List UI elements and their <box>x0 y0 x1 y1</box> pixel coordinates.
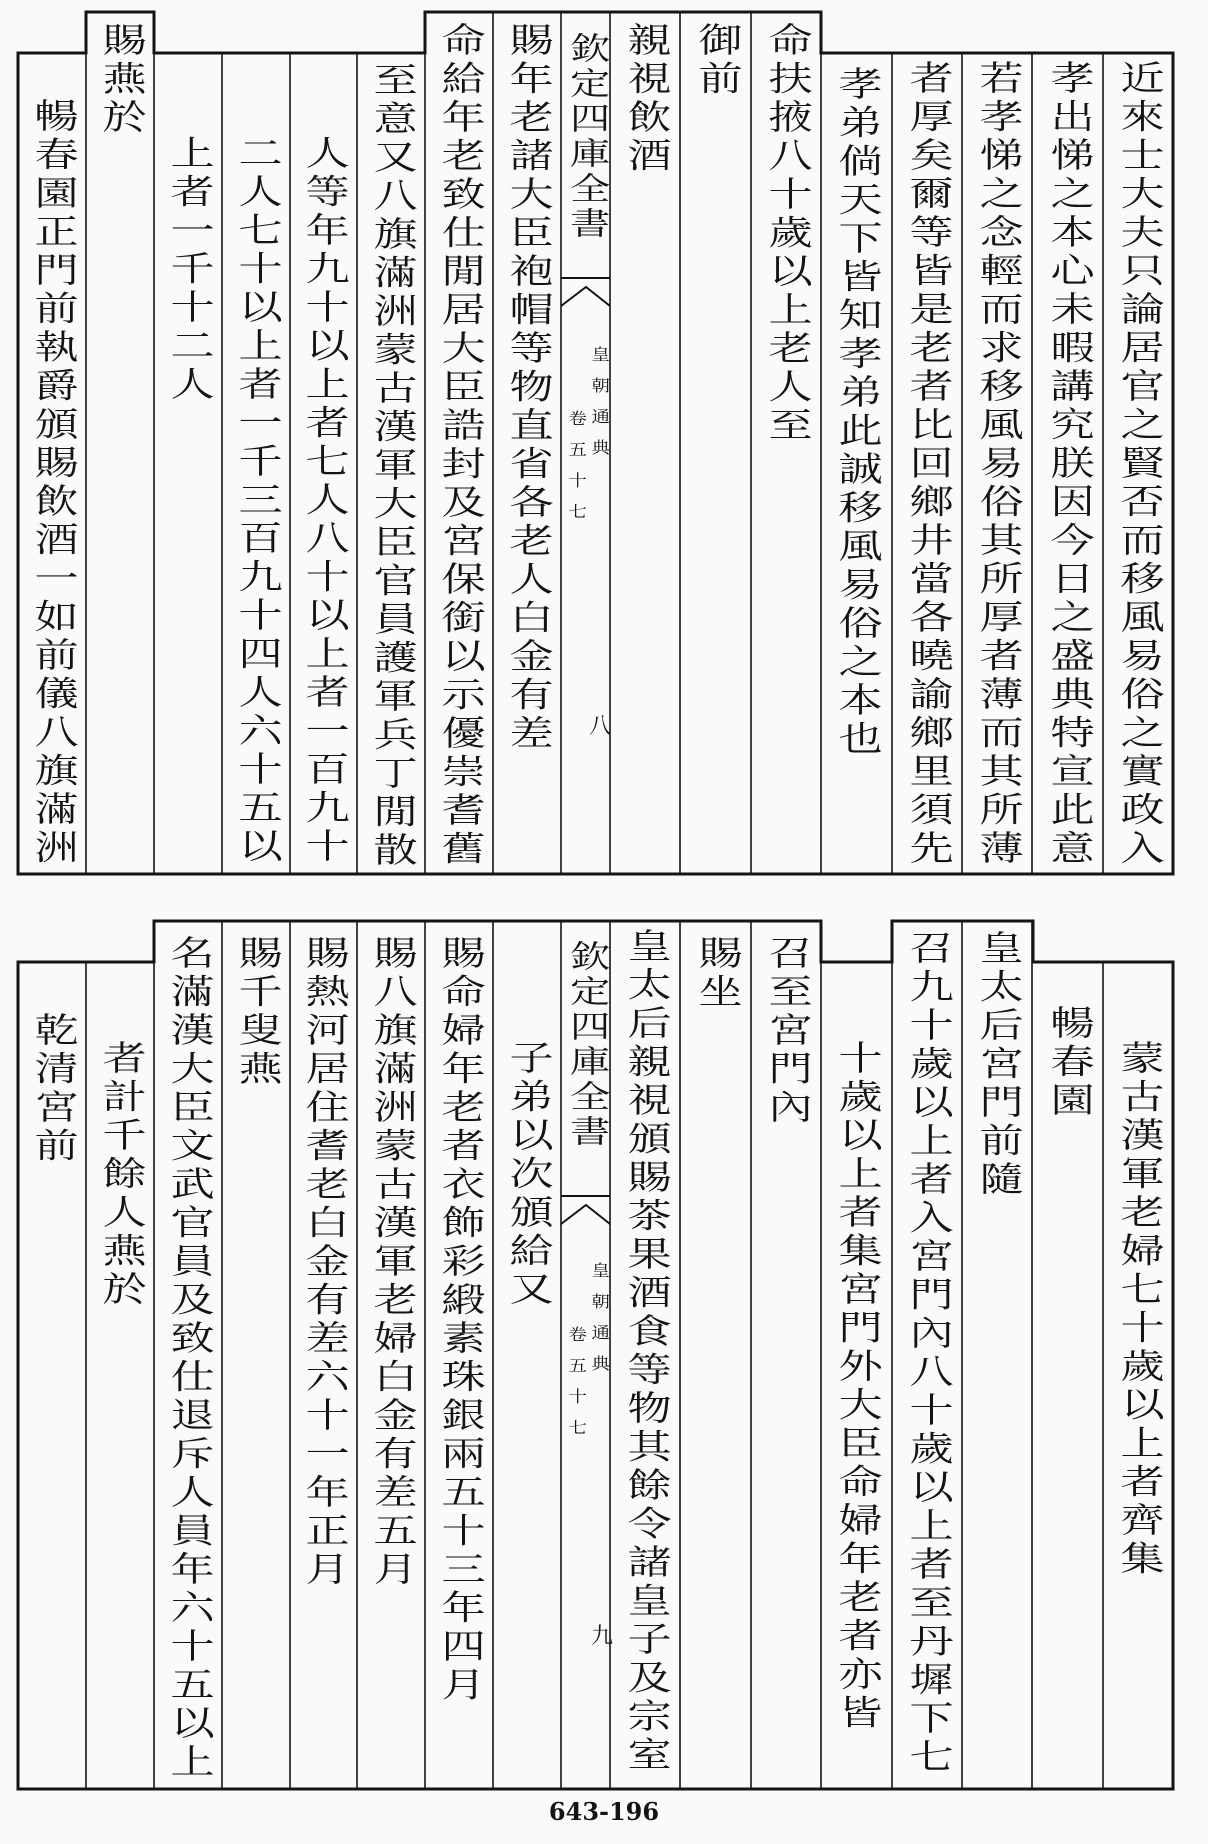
text-column: 賜燕於 <box>94 22 146 138</box>
text-column: 孝出悌之本心未暇講究朕因今日之盛典特宣此意 <box>1042 60 1094 869</box>
leaf-number: 八 <box>588 714 612 739</box>
text-column: 名滿漢大臣文武官員及致仕退斥人員年六十五以上 <box>162 935 214 1782</box>
text-column: 者計千餘人燕於 <box>94 1040 146 1310</box>
text-column: 者厚矣爾等皆是老者比回鄉井當各曉諭鄉里須先 <box>901 60 953 869</box>
text-column: 近來士大夫只論居官之賢否而移風易俗之實政入 <box>1112 60 1164 869</box>
text-column: 賜八旗滿洲蒙古漢軍老婦白金有差五月 <box>365 935 417 1590</box>
text-column: 孝弟倘天下皆知孝弟此誠移風易俗之本也 <box>830 66 882 759</box>
text-column: 召至宮門內 <box>760 935 812 1128</box>
leaf-number: 九 <box>590 1624 614 1649</box>
fish-tail-marker <box>561 1196 610 1224</box>
book-title: 欽定四庫全書 <box>562 32 610 242</box>
text-column: 至意又八旗滿洲蒙古漢軍大臣官員護軍兵丁閒散 <box>365 62 417 871</box>
text-column: 二人七十以上者一千三百九十四人六十五以 <box>230 135 282 867</box>
volume-label: 卷五十七 <box>565 410 588 534</box>
section-title: 皇朝通典 <box>588 1262 611 1386</box>
text-column: 蒙古漢軍老婦七十歲以上者齊集 <box>1112 1040 1164 1579</box>
text-column: 御前 <box>690 22 742 99</box>
text-column: 十歲以上者集宮門外大臣命婦年老者亦皆 <box>830 1040 882 1733</box>
text-column: 賜坐 <box>690 935 742 1012</box>
text-column: 皇太后親視頒賜茶果酒食等物其餘令諸皇子及宗室 <box>619 928 671 1775</box>
fish-tail-marker <box>561 278 610 306</box>
text-column: 親視飲酒 <box>619 22 671 176</box>
text-column: 召九十歲以上者入宮門內八十歲以上者至丹墀下七 <box>901 930 953 1777</box>
book-title: 欽定四庫全書 <box>562 940 610 1150</box>
text-column: 乾清宮前 <box>26 1012 79 1166</box>
text-column: 賜熱河居住耆老白金有差六十一年正月 <box>297 935 349 1590</box>
text-column: 暢春園 <box>1042 1005 1094 1121</box>
text-column: 上者一千十二人 <box>162 135 214 405</box>
page-reference: 643-196 <box>548 1797 660 1826</box>
text-column: 命給年老致仕閒居大臣誥封及宮保銜以示優崇耆舊 <box>433 22 485 869</box>
text-column: 皇太后宮門前隨 <box>971 930 1023 1200</box>
text-column: 人等年九十以上者七人八十以上者一百九十 <box>297 135 349 867</box>
text-column: 賜年老諸大臣袍帽等物直省各老人白金有差 <box>501 22 553 754</box>
text-column: 賜命婦年老者衣飾彩緞素珠銀兩五十三年四月 <box>433 935 485 1705</box>
text-column: 子弟以次頒給又 <box>501 1040 553 1310</box>
text-column: 若孝悌之念輕而求移風易俗其所厚者薄而其所薄 <box>971 60 1023 869</box>
section-title: 皇朝通典 <box>588 346 611 470</box>
text-column: 暢春園正門前執爵頒賜飲酒一如前儀八旗滿洲 <box>26 98 79 868</box>
volume-label: 卷五十七 <box>565 1326 588 1450</box>
text-column: 賜千叟燕 <box>230 935 282 1089</box>
text-column: 命扶掖八十歲以上老人至 <box>760 22 812 446</box>
